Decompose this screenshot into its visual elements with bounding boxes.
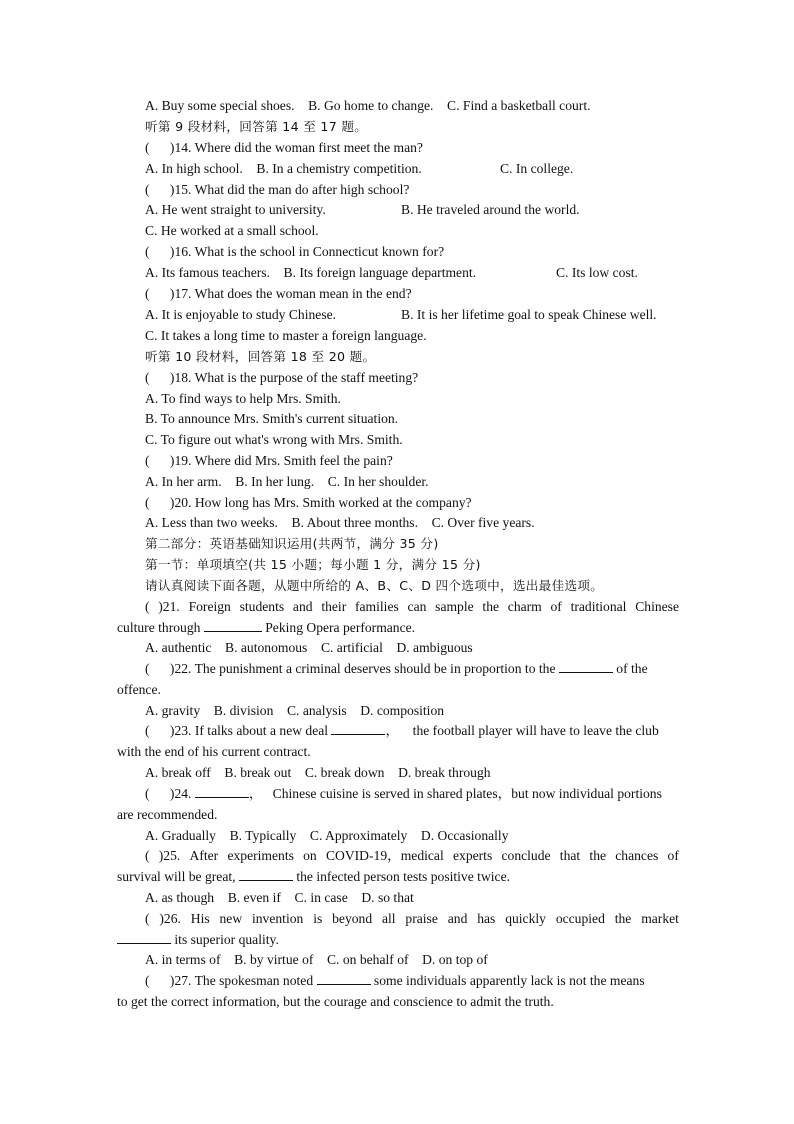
text-line: A. It is enjoyable to study Chinese. xyxy=(145,307,337,322)
q21-options xyxy=(145,638,473,658)
text-line: ( )16. What is the school in Connecticut known for? xyxy=(145,244,445,259)
question-24 xyxy=(145,784,662,804)
q18-option-a xyxy=(145,389,341,409)
word: After xyxy=(189,848,219,863)
text-line: A. gravity B. division C. analysis D. composition xyxy=(145,703,445,718)
text-line: C. He worked at a small school. xyxy=(145,223,319,238)
text-line: ( )23. If talks about a new deal xyxy=(145,723,332,738)
word: and xyxy=(292,599,313,614)
section-heading-10 xyxy=(145,347,375,367)
question-16 xyxy=(145,242,444,262)
text-line: ( )20. How long has Mrs. Smith worked at the company? xyxy=(145,495,472,510)
question-27-cont xyxy=(117,992,554,1012)
question-20 xyxy=(145,493,472,513)
q17-option-b xyxy=(401,305,657,325)
q24-options xyxy=(145,826,509,846)
question-15 xyxy=(145,180,409,200)
q18-option-c xyxy=(145,430,403,450)
word: experts xyxy=(452,848,493,863)
word: students xyxy=(239,599,285,614)
word: on xyxy=(303,848,317,863)
word: sample xyxy=(435,599,474,614)
word: new xyxy=(219,911,243,926)
q14-option-c xyxy=(500,159,573,179)
word: charm xyxy=(507,599,542,614)
q20-options xyxy=(145,513,535,533)
word: Chinese xyxy=(635,599,679,614)
text-line: 第一节：单项填空(共 15 小题；每小题 1 分，满分 15 分) xyxy=(145,557,481,572)
word: has xyxy=(477,911,496,926)
text-line: culture through xyxy=(117,620,204,635)
q15-option-c xyxy=(145,221,319,241)
word: can xyxy=(407,599,427,614)
question-22 xyxy=(145,659,648,679)
word: quickly xyxy=(505,911,546,926)
text-line: ， Chinese cuisine is served in shared plates，but now individual portions xyxy=(248,786,662,801)
q13-options xyxy=(145,96,591,116)
question-14 xyxy=(145,138,423,158)
text-line: A. authentic B. autonomous C. artificial D. ambiguous xyxy=(145,640,473,655)
question-25 xyxy=(145,846,679,866)
text-line: ( )19. Where did Mrs. Smith feel the pain? xyxy=(145,453,393,468)
answer-blank xyxy=(117,930,171,944)
word: ( xyxy=(145,848,150,863)
question-18 xyxy=(145,368,418,388)
text-line: ( )15. What did the man do after high school? xyxy=(145,182,410,197)
question-17 xyxy=(145,284,412,304)
text-line: with the end of his current contract. xyxy=(117,744,311,759)
section-heading-9 xyxy=(145,117,367,137)
text-line: 第二部分：英语基础知识运用(共两节，满分 35 分) xyxy=(145,536,439,551)
word: Foreign xyxy=(188,599,231,614)
question-26-cont xyxy=(117,930,279,950)
word: praise xyxy=(405,911,438,926)
text-line: of the xyxy=(612,661,648,676)
question-26 xyxy=(145,909,679,929)
text-line: A. Less than two weeks. B. About three months. C. Over five years. xyxy=(145,515,535,530)
instructions xyxy=(145,576,603,596)
question-23-cont xyxy=(117,742,311,762)
question-25-cont xyxy=(117,867,510,887)
text-line: its superior quality. xyxy=(171,932,279,947)
text-line: C. Its low cost. xyxy=(556,265,638,280)
part-two-heading xyxy=(145,534,439,554)
word: conclude xyxy=(501,848,551,863)
text-line: A. In her arm. B. In her lung. C. In her shoulder. xyxy=(145,474,429,489)
word: all xyxy=(381,911,396,926)
word: the xyxy=(482,599,500,614)
answer-blank xyxy=(331,721,385,735)
text-line: ( )24. xyxy=(145,786,195,801)
text-line: C. To figure out what's wrong with Mrs. Smith. xyxy=(145,432,403,447)
question-27 xyxy=(145,971,645,991)
q22-options xyxy=(145,701,444,721)
text-line: A. Gradually B. Typically C. Approximately D. Occasionally xyxy=(145,828,509,843)
q16-options-ab xyxy=(145,263,476,283)
text-line: 听第 9 段材料，回答第 14 至 17 题。 xyxy=(145,119,368,134)
text-line: ( )27. The spokesman noted xyxy=(145,973,317,988)
section-one-heading xyxy=(145,555,481,575)
text-line: ( )17. What does the woman mean in the end? xyxy=(145,286,412,301)
q25-options xyxy=(145,888,414,908)
word: experiments xyxy=(227,848,294,863)
q17-option-c xyxy=(145,326,427,346)
word: and xyxy=(447,911,468,926)
q19-options xyxy=(145,472,429,492)
word: ( xyxy=(145,911,150,926)
q18-option-b xyxy=(145,409,398,429)
text-line: the infected person tests positive twice. xyxy=(292,869,510,884)
question-19 xyxy=(145,451,393,471)
text-line: A. Its famous teachers. B. Its foreign language department. xyxy=(145,265,477,280)
word: traditional xyxy=(570,599,627,614)
word: families xyxy=(354,599,399,614)
question-21 xyxy=(145,597,679,617)
text-line: offence. xyxy=(117,682,161,697)
word: )21. xyxy=(158,599,180,614)
question-23 xyxy=(145,721,659,741)
text-line: ( )14. Where did the woman first meet the man? xyxy=(145,140,423,155)
q14-options-ab xyxy=(145,159,422,179)
text-line: ( )22. The punishment a criminal deserves should be in proportion to the xyxy=(145,661,559,676)
word: of xyxy=(550,599,562,614)
answer-blank xyxy=(204,618,262,632)
answer-blank xyxy=(195,784,249,798)
answer-blank xyxy=(317,971,371,985)
question-21-cont xyxy=(117,618,415,638)
text-line: C. In college. xyxy=(500,161,574,176)
word: that xyxy=(559,848,581,863)
text-line: A. In high school. B. In a chemistry competition. xyxy=(145,161,422,176)
text-line: survival will be great, xyxy=(117,869,239,884)
text-line: C. It takes a long time to master a foreign language. xyxy=(145,328,427,343)
word: their xyxy=(321,599,347,614)
text-line: A. as though B. even if C. in case D. so that xyxy=(145,890,414,905)
word: of xyxy=(667,848,679,863)
question-24-cont xyxy=(117,805,217,825)
text-line: A. To find ways to help Mrs. Smith. xyxy=(145,391,341,406)
word: )26. xyxy=(159,911,181,926)
q15-option-b xyxy=(401,200,580,220)
text-line: Peking Opera performance. xyxy=(261,620,416,635)
word: market xyxy=(641,911,679,926)
word: is xyxy=(313,911,323,926)
q15-option-a xyxy=(145,200,326,220)
text-line: B. He traveled around the world. xyxy=(401,202,580,217)
word: chances xyxy=(615,848,659,863)
text-line: are recommended. xyxy=(117,807,218,822)
text-line: A. Buy some special shoes. B. Go home to change. C. Find a basketball court. xyxy=(145,98,591,113)
text-line: 请认真阅读下面各题，从题中所给的 A、B、C、D 四个选项中，选出最佳选项。 xyxy=(145,578,604,593)
text-line: ， the football player will have to leave the club xyxy=(385,723,659,738)
word: COVID-19，medical xyxy=(325,848,444,863)
q16-option-c xyxy=(556,263,638,283)
word: His xyxy=(190,911,210,926)
text-line: A. in terms of B. by virtue of C. on behalf of D. on top of xyxy=(145,952,488,967)
word: ( xyxy=(145,599,150,614)
q23-options xyxy=(145,763,491,783)
word: invention xyxy=(251,911,304,926)
word: occupied xyxy=(555,911,605,926)
text-line: A. break off B. break out C. break down D. break through xyxy=(145,765,491,780)
word: the xyxy=(589,848,607,863)
word: )25. xyxy=(158,848,181,863)
text-line: B. To announce Mrs. Smith's current situation. xyxy=(145,411,399,426)
answer-blank xyxy=(239,867,293,881)
answer-blank xyxy=(559,659,613,673)
q17-option-a xyxy=(145,305,336,325)
text-line: some individuals apparently lack is not the means xyxy=(370,973,645,988)
text-line: to get the correct information, but the courage and conscience to admit the truth. xyxy=(117,994,554,1009)
text-line: 听第 10 段材料，回答第 18 至 20 题。 xyxy=(145,349,376,364)
question-22-cont xyxy=(117,680,161,700)
q26-options xyxy=(145,950,488,970)
text-line: B. It is her lifetime goal to speak Chinese well. xyxy=(401,307,657,322)
text-line: A. He went straight to university. xyxy=(145,202,326,217)
word: the xyxy=(614,911,632,926)
word: beyond xyxy=(332,911,373,926)
text-line: ( )18. What is the purpose of the staff meeting? xyxy=(145,370,419,385)
